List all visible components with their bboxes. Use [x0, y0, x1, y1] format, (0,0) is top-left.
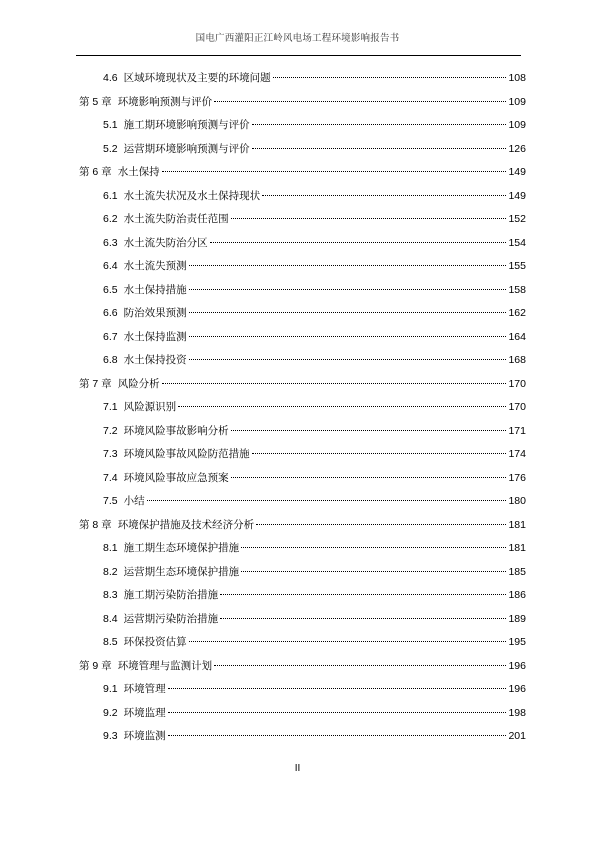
- toc-entry-number: 8.1: [103, 542, 118, 554]
- toc-entry-page: 174: [508, 448, 526, 460]
- toc-dot-leader: [252, 148, 507, 149]
- toc-entry-title: 水土流失防治责任范围: [123, 213, 229, 225]
- toc-entry-number: 第 5 章: [79, 95, 112, 108]
- toc-entry-number: 8.3: [103, 589, 118, 601]
- toc-entry-title: 区域环境现状及主要的环境问题: [123, 72, 271, 84]
- toc-section-entry[interactable]: [103, 681, 526, 697]
- toc-dot-leader: [256, 524, 506, 525]
- toc-section-entry[interactable]: [103, 634, 526, 650]
- toc-section-entry[interactable]: [103, 611, 526, 627]
- toc-dot-leader: [231, 477, 507, 478]
- toc-dot-leader: [178, 406, 506, 407]
- toc-chapter-entry[interactable]: [79, 376, 526, 392]
- toc-entry-number: 8.2: [103, 565, 118, 578]
- toc-dot-leader: [262, 195, 506, 196]
- toc-entry-title: 运营期环境影响预测与评价: [123, 142, 250, 155]
- toc-entry-page: 170: [508, 401, 526, 413]
- toc-entry-number: 第 8 章: [79, 518, 112, 531]
- toc-entry-page: 185: [508, 565, 526, 578]
- toc-entry-page: 149: [508, 189, 526, 202]
- toc-entry-number: 7.1: [103, 401, 118, 413]
- toc-dot-leader: [189, 312, 507, 313]
- toc-entry-number: 6.7: [103, 330, 118, 343]
- toc-dot-leader: [220, 594, 506, 595]
- toc-section-entry[interactable]: [103, 305, 526, 321]
- toc-entry-title: 水土保持监测: [123, 330, 187, 343]
- toc-entry-title: 水土流失防治分区: [123, 236, 208, 249]
- toc-section-entry[interactable]: [103, 235, 526, 251]
- toc-dot-leader: [168, 688, 507, 689]
- toc-entry-title: 风险分析: [117, 377, 160, 390]
- toc-entry-number: 7.4: [103, 471, 118, 484]
- toc-entry-number: 6.2: [103, 213, 118, 225]
- toc-entry-page: 186: [508, 589, 526, 601]
- toc-entry-title: 环境管理与监测计划: [117, 659, 213, 672]
- toc-entry-number: 6.3: [103, 236, 118, 249]
- toc-entry-number: 6.4: [103, 260, 118, 272]
- toc-section-entry[interactable]: [103, 211, 526, 227]
- toc-entry-number: 第 6 章: [79, 166, 112, 178]
- toc-entry-page: 181: [508, 542, 526, 554]
- toc-dot-leader: [147, 500, 507, 501]
- toc-entry-page: 149: [508, 166, 526, 178]
- toc-section-entry[interactable]: [103, 564, 526, 580]
- toc-dot-leader: [231, 218, 507, 219]
- toc-entry-title: 运营期生态环境保护措施: [123, 565, 240, 578]
- toc-section-entry[interactable]: [103, 188, 526, 204]
- toc-entry-number: 6.6: [103, 307, 118, 319]
- toc-entry-page: 196: [508, 683, 526, 695]
- toc-entry-page: 126: [508, 142, 526, 155]
- toc-entry-page: 189: [508, 612, 526, 625]
- toc-entry-page: 170: [508, 377, 526, 390]
- toc-entry-page: 198: [508, 706, 526, 719]
- toc-entry-title: 水土保持投资: [123, 354, 187, 366]
- toc-entry-page: 164: [508, 330, 526, 343]
- toc-entry-page: 195: [508, 636, 526, 648]
- toc-entry-number: 4.6: [103, 72, 118, 84]
- toc-section-entry[interactable]: [103, 493, 526, 509]
- toc-entry-title: 环保投资估算: [123, 636, 187, 648]
- toc-entry-title: 环境监理: [123, 706, 166, 719]
- toc-section-entry[interactable]: [103, 470, 526, 486]
- toc-entry-title: 水土流失预测: [123, 260, 187, 272]
- toc-entry-title: 防治效果预测: [123, 307, 187, 319]
- toc-dot-leader: [189, 359, 507, 360]
- toc-entry-page: 196: [508, 659, 526, 672]
- toc-entry-page: 158: [508, 283, 526, 296]
- toc-dot-leader: [189, 289, 507, 290]
- toc-dot-leader: [231, 430, 507, 431]
- toc-section-entry[interactable]: [103, 258, 526, 274]
- toc-entry-title: 施工期污染防治措施: [123, 589, 219, 601]
- toc-section-entry[interactable]: [103, 329, 526, 345]
- toc-entry-number: 8.5: [103, 636, 118, 648]
- toc-entry-number: 9.1: [103, 683, 118, 695]
- toc-entry-title: 施工期环境影响预测与评价: [123, 119, 250, 131]
- toc-entry-title: 环境保护措施及技术经济分析: [117, 518, 255, 531]
- toc-dot-leader: [162, 171, 507, 172]
- toc-dot-leader: [189, 641, 507, 642]
- toc-dot-leader: [168, 735, 507, 736]
- toc-chapter-entry[interactable]: [79, 94, 526, 110]
- toc-entry-number: 6.8: [103, 354, 118, 366]
- toc-section-entry[interactable]: [103, 540, 526, 556]
- toc-entry-number: 第 9 章: [79, 659, 112, 672]
- toc-entry-page: 162: [508, 307, 526, 319]
- toc-entry-page: 171: [508, 424, 526, 437]
- toc-entry-number: 6.5: [103, 283, 118, 296]
- toc-dot-leader: [214, 665, 506, 666]
- page-header: 国电广西灌阳正江岭风电场工程环境影响报告书: [195, 33, 400, 44]
- toc-chapter-entry[interactable]: [79, 517, 526, 533]
- toc-entry-number: 9.3: [103, 730, 118, 742]
- toc-entry-page: 180: [508, 495, 526, 507]
- toc-entry-page: 152: [508, 213, 526, 225]
- toc-entry-title: 环境风险事故应急预案: [123, 471, 229, 484]
- toc-section-entry[interactable]: [103, 70, 526, 86]
- toc-entry-number: 7.2: [103, 424, 118, 437]
- toc-chapter-entry[interactable]: [79, 658, 526, 674]
- toc-dot-leader: [273, 77, 507, 78]
- toc-section-entry[interactable]: [103, 117, 526, 133]
- toc-entry-title: 环境管理: [123, 683, 166, 695]
- toc-entry-title: 水土流失状况及水土保持现状: [123, 189, 261, 202]
- toc-section-entry[interactable]: [103, 423, 526, 439]
- toc-entry-title: 运营期污染防治措施: [123, 612, 219, 625]
- toc-entry-page: 176: [508, 471, 526, 484]
- toc-entry-title: 施工期生态环境保护措施: [123, 542, 240, 554]
- toc-dot-leader: [252, 124, 507, 125]
- page-number: II: [294, 763, 301, 774]
- toc-entry-number: 6.1: [103, 189, 118, 202]
- toc-entry-number: 7.3: [103, 448, 118, 460]
- toc-entry-number: 第 7 章: [79, 377, 112, 390]
- toc-section-entry[interactable]: [103, 141, 526, 157]
- toc-entry-title: 水土保持措施: [123, 283, 187, 296]
- toc-dot-leader: [162, 383, 507, 384]
- toc-entry-page: 109: [508, 119, 526, 131]
- toc-entry-page: 155: [508, 260, 526, 272]
- toc-dot-leader: [241, 547, 506, 548]
- toc-entry-page: 154: [508, 236, 526, 249]
- toc-section-entry[interactable]: [103, 705, 526, 721]
- toc-entry-page: 168: [508, 354, 526, 366]
- toc-dot-leader: [241, 571, 506, 572]
- toc-entry-page: 181: [508, 518, 526, 531]
- toc-entry-title: 环境监测: [123, 730, 166, 742]
- toc-section-entry[interactable]: [103, 282, 526, 298]
- toc-section-entry[interactable]: [103, 728, 526, 744]
- toc-entry-number: 7.5: [103, 495, 118, 507]
- toc-dot-leader: [220, 618, 506, 619]
- toc-entry-number: 9.2: [103, 706, 118, 719]
- toc-entry-number: 8.4: [103, 612, 118, 625]
- toc-dot-leader: [210, 242, 507, 243]
- toc-entry-page: 201: [508, 730, 526, 742]
- toc-section-entry[interactable]: [103, 587, 526, 603]
- toc-entry-number: 5.1: [103, 119, 118, 131]
- toc-dot-leader: [168, 712, 507, 713]
- toc-entry-title: 环境风险事故影响分析: [123, 424, 229, 437]
- toc-entry-title: 环境风险事故风险防范措施: [123, 448, 250, 460]
- toc-section-entry[interactable]: [103, 446, 526, 462]
- toc-chapter-entry[interactable]: [79, 164, 526, 180]
- toc-dot-leader: [214, 101, 506, 102]
- toc-entry-title: 水土保持: [117, 166, 160, 178]
- toc-dot-leader: [189, 336, 507, 337]
- toc-entry-page: 109: [508, 95, 526, 108]
- toc-entry-title: 环境影响预测与评价: [117, 95, 213, 108]
- toc-entry-title: 风险源识别: [123, 401, 177, 413]
- toc-entry-page: 108: [508, 72, 526, 84]
- header-rule: [76, 55, 521, 56]
- toc-dot-leader: [252, 453, 507, 454]
- toc-entry-title: 小结: [123, 495, 145, 507]
- toc-section-entry[interactable]: [103, 352, 526, 368]
- toc-section-entry[interactable]: [103, 399, 526, 415]
- toc-entry-number: 5.2: [103, 142, 118, 155]
- toc-dot-leader: [189, 265, 507, 266]
